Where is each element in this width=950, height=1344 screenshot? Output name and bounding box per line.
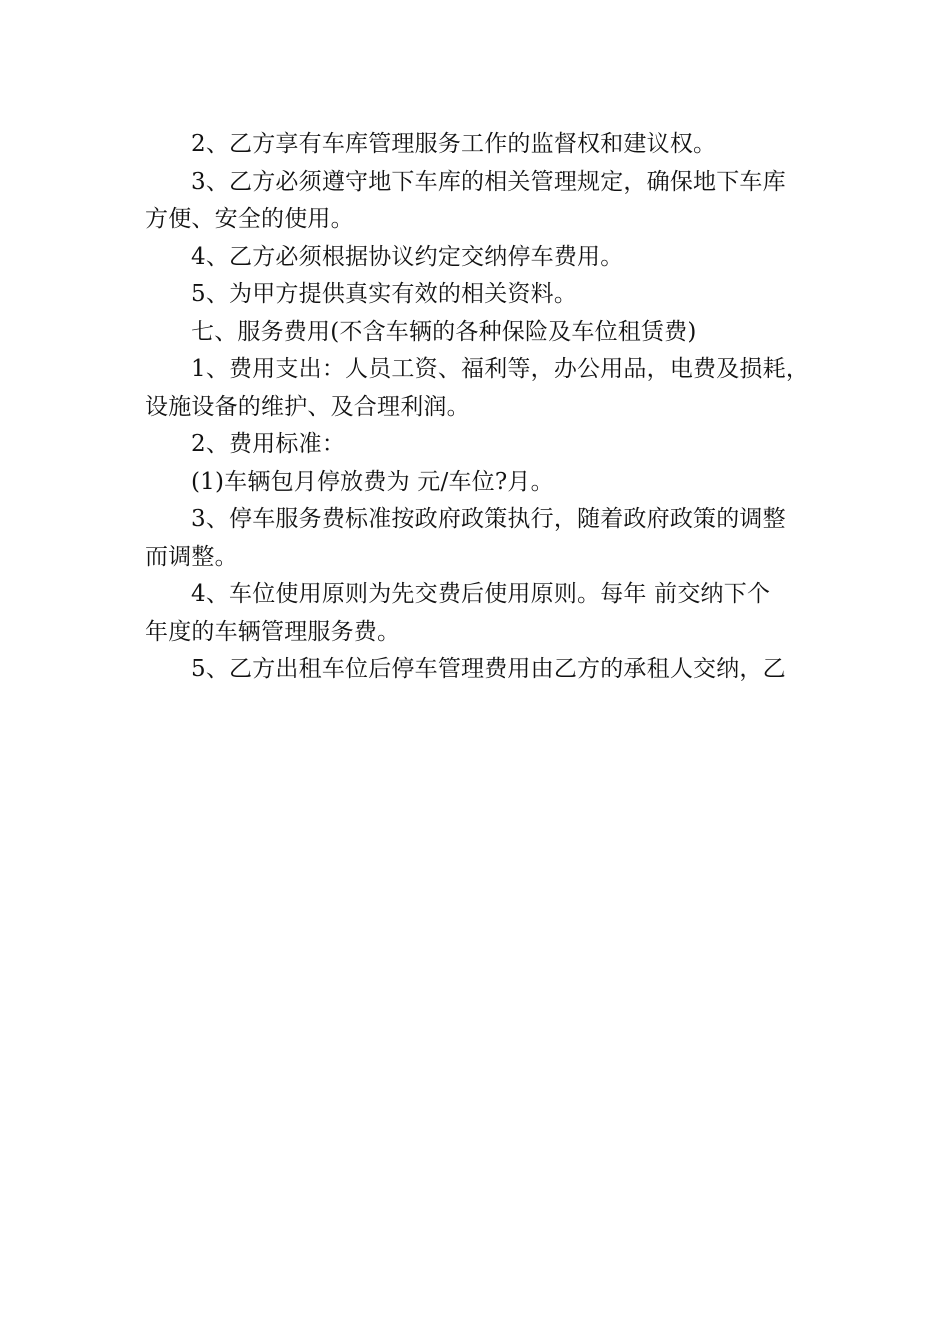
paragraph-line: 5、乙方出租车位后停车管理费用由乙方的承租人交纳，乙 xyxy=(191,656,786,682)
paragraph-line: 3、停车服务费标准按政府政策执行，随着政府政策的调整 xyxy=(191,506,786,532)
paragraph-line: 设施设备的维护、及合理利润。 xyxy=(145,393,470,420)
paragraph-line: 2、费用标准： xyxy=(191,431,346,457)
section-heading: 七、服务费用(不含车辆的各种保险及车位租赁费) xyxy=(191,318,697,345)
paragraph-line: 1、费用支出：人员工资、福利等，办公用品，电费及损耗， xyxy=(191,356,810,382)
paragraph-line: 而调整。 xyxy=(145,543,238,570)
paragraph-line: 3、乙方必须遵守地下车库的相关管理规定，确保地下车库 xyxy=(191,168,786,195)
paragraph-line: 4、乙方必须根据协议约定交纳停车费用。 xyxy=(191,243,624,270)
document-body xyxy=(145,126,815,689)
paragraph-line: 年度的车辆管理服务费。 xyxy=(145,618,401,645)
paragraph-line: (1)车辆包月停放费为 元/车位?月。 xyxy=(191,468,554,495)
paragraph-line: 5、为甲方提供真实有效的相关资料。 xyxy=(191,281,578,307)
paragraph-line: 4、车位使用原则为先交费后使用原则。每年 前交纳下个 xyxy=(191,581,771,607)
paragraph-line: 2、乙方享有车库管理服务工作的监督权和建议权。 xyxy=(191,131,717,157)
paragraph-line: 方便、安全的使用。 xyxy=(145,206,354,232)
